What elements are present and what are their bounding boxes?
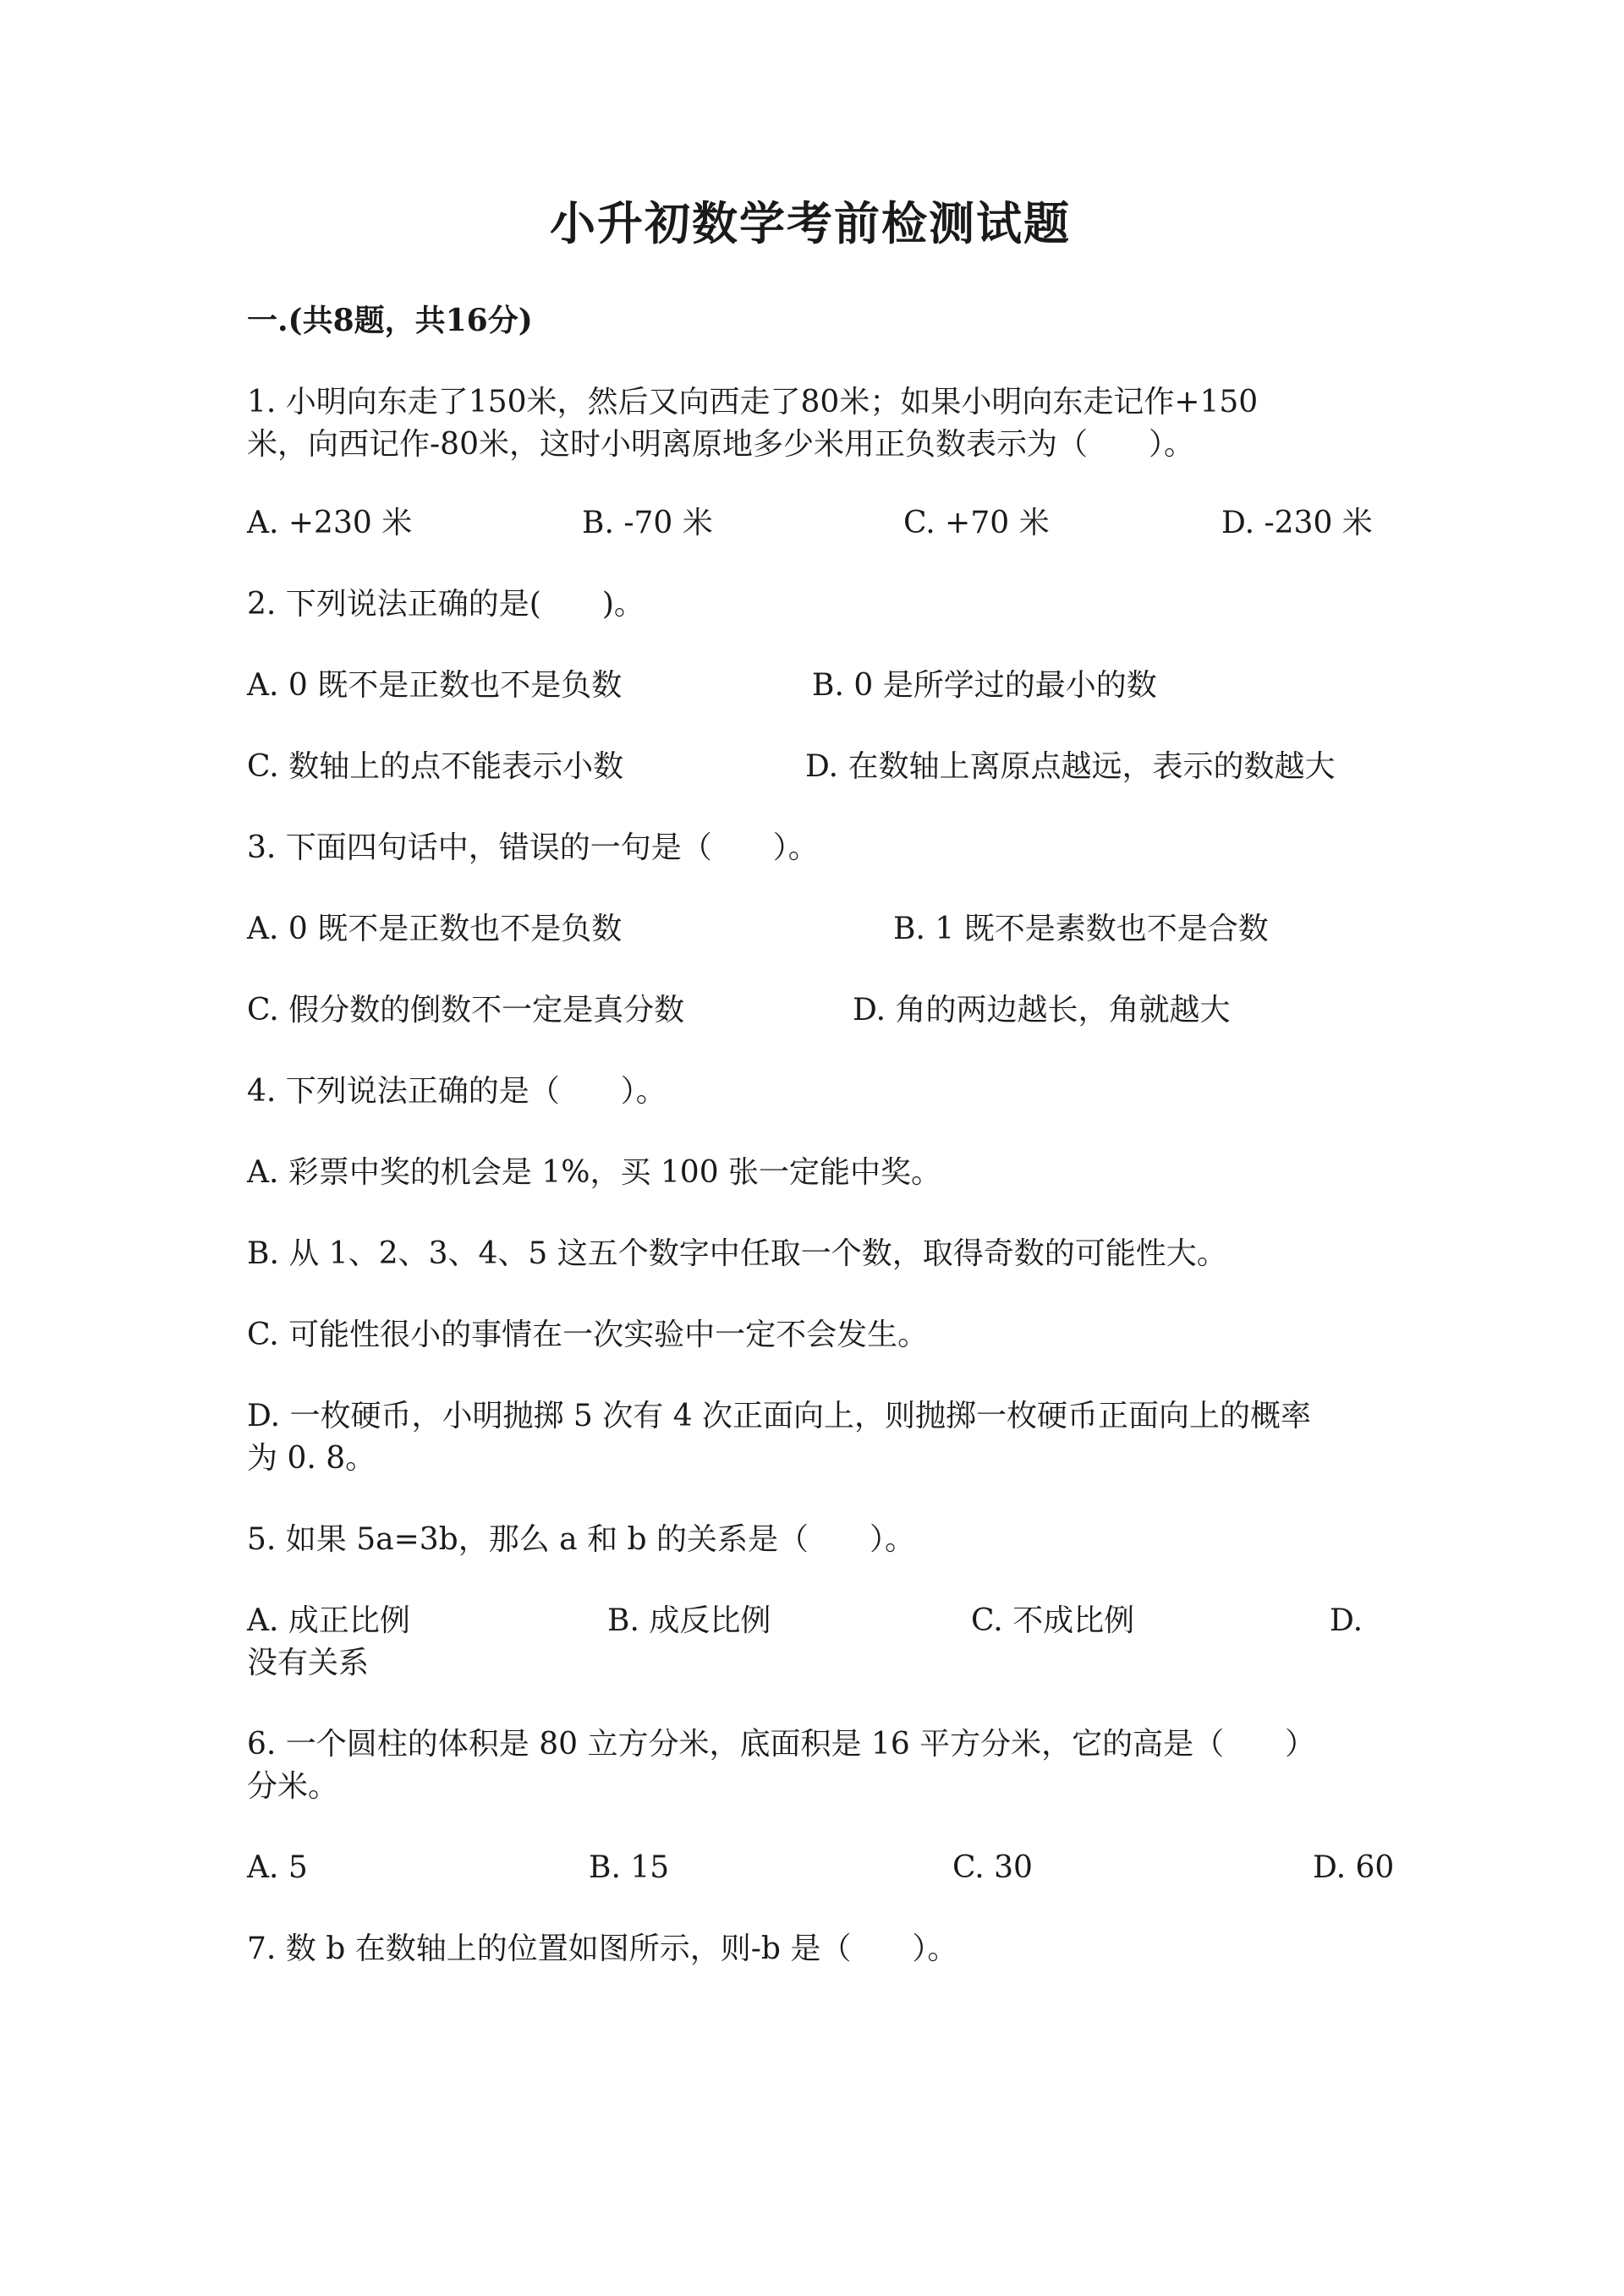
question-7-line-1: 7. 数 b 在数轴上的位置如图所示，则-b 是（ ）。 bbox=[247, 1932, 958, 1966]
question-5-line-1: 5. 如果 5a=3b，那么 a 和 b 的关系是（ ）。 bbox=[247, 1522, 915, 1557]
question-1-option-b[interactable]: B. -70 米 bbox=[582, 506, 713, 540]
question-3-option-d[interactable]: D. 角的两边越长，角就越大 bbox=[853, 993, 1231, 1027]
question-1-option-d[interactable]: D. -230 米 bbox=[1221, 506, 1373, 540]
question-5-option-b[interactable]: B. 成反比例 bbox=[607, 1603, 771, 1638]
question-6-line-2: 分米。 bbox=[247, 1769, 339, 1804]
question-4-line-1: 4. 下列说法正确的是（ ）。 bbox=[247, 1074, 667, 1109]
section-heading: 一.(共8题，共16分) bbox=[247, 303, 533, 338]
question-1-option-c[interactable]: C. +70 米 bbox=[903, 506, 1050, 540]
question-2-option-b[interactable]: B. 0 是所学过的最小的数 bbox=[812, 668, 1157, 703]
question-3-line-1: 3. 下面四句话中，错误的一句是（ ）。 bbox=[247, 830, 819, 865]
question-2-option-d[interactable]: D. 在数轴上离原点越远，表示的数越大 bbox=[805, 749, 1336, 784]
question-6-option-b[interactable]: B. 15 bbox=[589, 1850, 670, 1885]
question-4-option-b[interactable]: B. 从 1、2、3、4、5 这五个数字中任取一个数，取得奇数的可能性大。 bbox=[247, 1236, 1227, 1271]
question-6-line-1: 6. 一个圆柱的体积是 80 立方分米，底面积是 16 平方分米，它的高是（ ） bbox=[247, 1727, 1316, 1762]
question-6-option-d[interactable]: D. 60 bbox=[1313, 1850, 1395, 1885]
question-5-option-c[interactable]: C. 不成比例 bbox=[971, 1603, 1135, 1638]
question-4-option-d-cont: 为 0. 8。 bbox=[247, 1441, 376, 1476]
question-3-option-c[interactable]: C. 假分数的倒数不一定是真分数 bbox=[247, 993, 685, 1027]
question-6-option-c[interactable]: C. 30 bbox=[952, 1850, 1033, 1885]
question-4-option-a[interactable]: A. 彩票中奖的机会是 1%，买 100 张一定能中奖。 bbox=[247, 1155, 942, 1190]
question-5-option-d-cont: 没有关系 bbox=[247, 1646, 370, 1680]
question-1-option-a[interactable]: A. +230 米 bbox=[247, 506, 413, 540]
question-4-option-c[interactable]: C. 可能性很小的事情在一次实验中一定不会发生。 bbox=[247, 1318, 929, 1352]
question-5-option-a[interactable]: A. 成正比例 bbox=[247, 1603, 410, 1638]
question-6-option-a[interactable]: A. 5 bbox=[247, 1850, 308, 1885]
question-5-option-d[interactable]: D. bbox=[1330, 1603, 1363, 1638]
question-2-option-a[interactable]: A. 0 既不是正数也不是负数 bbox=[247, 668, 623, 703]
question-1-line-2: 米，向西记作-80米，这时小明离原地多少米用正负数表示为（ ）。 bbox=[247, 427, 1194, 462]
question-2-line-1: 2. 下列说法正确的是( )。 bbox=[247, 587, 645, 622]
question-1-line-1: 1. 小明向东走了150米，然后又向西走了80米；如果小明向东走记作+150 bbox=[247, 385, 1259, 419]
question-4-option-d[interactable]: D. 一枚硬币，小明抛掷 5 次有 4 次正面向上，则抛掷一枚硬币正面向上的概率 bbox=[247, 1399, 1312, 1433]
question-3-option-a[interactable]: A. 0 既不是正数也不是负数 bbox=[247, 912, 623, 946]
page-title: 小升初数学考前检测试题 bbox=[550, 196, 1071, 250]
question-3-option-b[interactable]: B. 1 既不是素数也不是合数 bbox=[893, 912, 1269, 946]
question-2-option-c[interactable]: C. 数轴上的点不能表示小数 bbox=[247, 749, 624, 784]
